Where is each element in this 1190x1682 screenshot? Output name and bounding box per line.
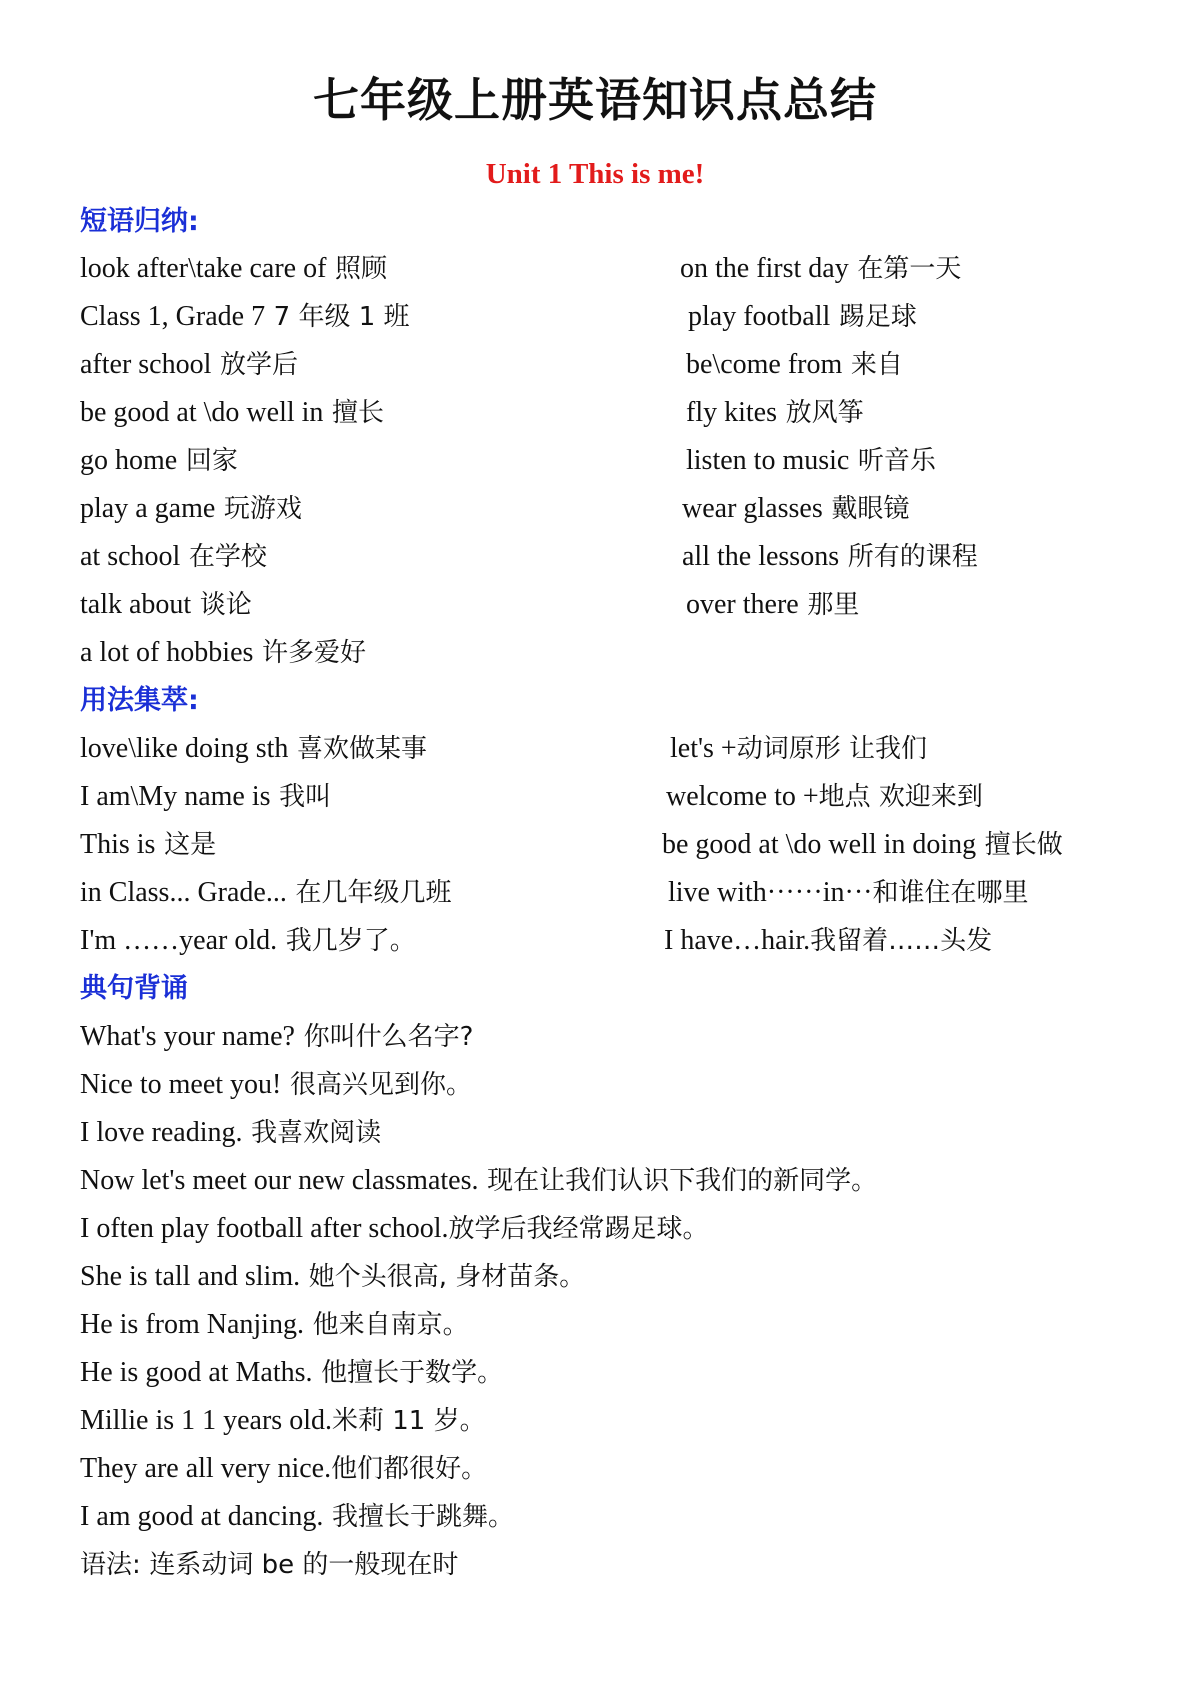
phrase-en: listen to music: [686, 445, 850, 476]
sentence-item: [80, 1161, 877, 1201]
sentence-item: [80, 1113, 381, 1153]
grammar-line: [80, 1545, 458, 1585]
phrase-left-3: [80, 393, 384, 433]
sentence-zh: 米莉 11 岁。: [331, 1406, 486, 1436]
phrase-zh: 来自: [850, 350, 903, 380]
sentence-en: What's your name?: [80, 1021, 295, 1052]
phrase-zh: 所有的课程: [847, 542, 978, 572]
usage-zh: 擅长做: [984, 830, 1063, 860]
phrase-en: Class 1, Grade 7: [80, 301, 266, 332]
usage-zh: 我留着……头发: [810, 926, 993, 956]
sentence-item: [80, 1017, 473, 1057]
phrase-zh: 谈论: [199, 590, 252, 620]
phrase-zh: 那里: [807, 590, 860, 620]
usage-right-4: [664, 921, 992, 961]
phrase-en: be\come from: [686, 349, 843, 380]
usage-zh: 我几岁了。: [285, 926, 416, 956]
phrase-en: look after\take care of: [80, 253, 327, 284]
sentence-item: [80, 1305, 469, 1345]
phrase-en: after school: [80, 349, 212, 380]
phrase-right-7: [686, 585, 859, 625]
phrase-en: on the first day: [680, 253, 849, 284]
usage-zh: 动词原形 让我们: [736, 734, 927, 764]
usage-left-2: [80, 825, 216, 865]
usage-en: let's +: [670, 733, 737, 764]
phrase-right-5: [682, 489, 909, 529]
phrase-left-7: [80, 585, 252, 625]
usage-right-3: [668, 873, 1028, 913]
phrase-en: talk about: [80, 589, 192, 620]
usage-heading: 用法集萃:: [80, 685, 199, 716]
sentence-en: I love reading.: [80, 1117, 243, 1148]
sentence-zh: 他来自南京。: [312, 1310, 469, 1340]
phrase-zh: 照顾: [335, 254, 388, 284]
usage-en: This is: [80, 829, 156, 860]
usage-zh: 地点 欢迎来到: [818, 782, 983, 812]
phrase-en: all the lessons: [682, 541, 840, 572]
unit-title: Unit 1 This is me!: [485, 158, 705, 190]
usage-en: live with······in···: [668, 877, 873, 908]
phrase-right-2: [686, 345, 903, 385]
usage-en: be good at \do well in doing: [662, 829, 977, 860]
phrase-left-8: [80, 633, 366, 673]
sentence-item: [80, 1353, 503, 1393]
phrase-en: at school: [80, 541, 181, 572]
phrases-heading: 短语归纳:: [80, 206, 199, 237]
sentence-en: He is from Nanjing.: [80, 1309, 304, 1340]
phrase-left-2: [80, 345, 298, 385]
phrase-left-4: [80, 441, 238, 481]
phrase-zh: 放风筝: [785, 398, 864, 428]
phrase-zh: 回家: [185, 446, 238, 476]
usage-left-0: [80, 729, 427, 769]
phrase-en: wear glasses: [682, 493, 823, 524]
phrase-zh: 放学后: [219, 350, 298, 380]
sentence-en: She is tall and slim.: [80, 1261, 301, 1292]
usage-en: I am\My name is: [80, 781, 271, 812]
phrase-en: go home: [80, 445, 178, 476]
phrase-left-0: [80, 249, 387, 289]
usage-zh: 喜欢做某事: [297, 734, 428, 764]
usage-zh: 这是: [164, 830, 217, 860]
phrase-en: be good at \do well in: [80, 397, 324, 428]
phrase-zh: 擅长: [332, 398, 385, 428]
phrase-zh: 玩游戏: [223, 494, 302, 524]
sentence-en: Nice to meet you!: [80, 1069, 282, 1100]
usage-zh: 在几年级几班: [295, 878, 452, 908]
phrase-right-6: [682, 537, 978, 577]
sentence-item: [80, 1065, 472, 1105]
usage-left-4: [80, 921, 416, 961]
sentence-en: Now let's meet our new classmates.: [80, 1165, 479, 1196]
phrase-en: over there: [686, 589, 799, 620]
sentence-zh: 她个头很高, 身材苗条。: [308, 1262, 586, 1292]
usage-right-2: [662, 825, 1063, 865]
usage-zh: 和谁住在哪里: [872, 878, 1029, 908]
sentence-en: I am good at dancing.: [80, 1501, 324, 1532]
phrase-zh: 在第一天: [857, 254, 962, 284]
phrase-left-1: [80, 297, 410, 337]
sentence-zh: 你叫什么名字?: [303, 1022, 474, 1052]
usage-right-0: [670, 729, 927, 769]
sentence-item: [80, 1449, 487, 1489]
phrase-right-1: [688, 297, 917, 337]
usage-en: in Class... Grade...: [80, 877, 287, 908]
phrase-en: fly kites: [686, 397, 777, 428]
phrase-en: a lot of hobbies: [80, 637, 254, 668]
phrase-zh: 许多爱好: [262, 638, 367, 668]
phrase-zh: 戴眼镜: [831, 494, 910, 524]
usage-en: welcome to +: [666, 781, 819, 812]
usage-left-3: [80, 873, 451, 913]
sentence-zh: 放学后我经常踢足球。: [448, 1214, 709, 1244]
phrase-right-3: [686, 393, 864, 433]
phrase-left-5: [80, 489, 302, 529]
usage-right-1: [666, 777, 983, 817]
sentence-en: He is good at Maths.: [80, 1357, 313, 1388]
phrase-en: play a game: [80, 493, 216, 524]
sentence-item: [80, 1257, 585, 1297]
sentence-zh: 他们都很好。: [331, 1454, 488, 1484]
sentence-en: I often play football after school.: [80, 1213, 449, 1244]
sentence-item: [80, 1209, 709, 1249]
usage-en: I have…hair.: [664, 925, 811, 956]
sentence-en: They are all very nice.: [80, 1453, 332, 1484]
phrase-zh: 踢足球: [838, 302, 917, 332]
phrase-right-4: [686, 441, 936, 481]
usage-en: love\like doing sth: [80, 733, 289, 764]
sentence-zh: 他擅长于数学。: [321, 1358, 504, 1388]
usage-left-1: [80, 777, 331, 817]
phrase-zh: 听音乐: [857, 446, 936, 476]
sentence-zh: 很高兴见到你。: [289, 1070, 472, 1100]
phrase-zh: 在学校: [188, 542, 267, 572]
sentences-heading: 典句背诵: [80, 973, 188, 1004]
sentence-item: [80, 1401, 486, 1441]
phrase-right-0: [680, 249, 961, 289]
phrase-en: play football: [688, 301, 831, 332]
sentence-en: Millie is 1 1 years old.: [80, 1405, 332, 1436]
sentence-zh: 我喜欢阅读: [251, 1118, 382, 1148]
phrase-left-6: [80, 537, 267, 577]
grammar-text: 连系动词 be 的一般现在时: [149, 1550, 459, 1580]
usage-zh: 我叫: [279, 782, 332, 812]
sentence-item: [80, 1497, 514, 1537]
document-title: 七年级上册英语知识点总结: [313, 73, 877, 127]
phrase-zh: 7 年级 1 班: [273, 302, 410, 332]
usage-en: I'm ……year old.: [80, 925, 278, 956]
grammar-label: 语法:: [80, 1550, 141, 1580]
sentence-zh: 我擅长于跳舞。: [331, 1502, 514, 1532]
sentence-zh: 现在让我们认识下我们的新同学。: [487, 1166, 878, 1196]
